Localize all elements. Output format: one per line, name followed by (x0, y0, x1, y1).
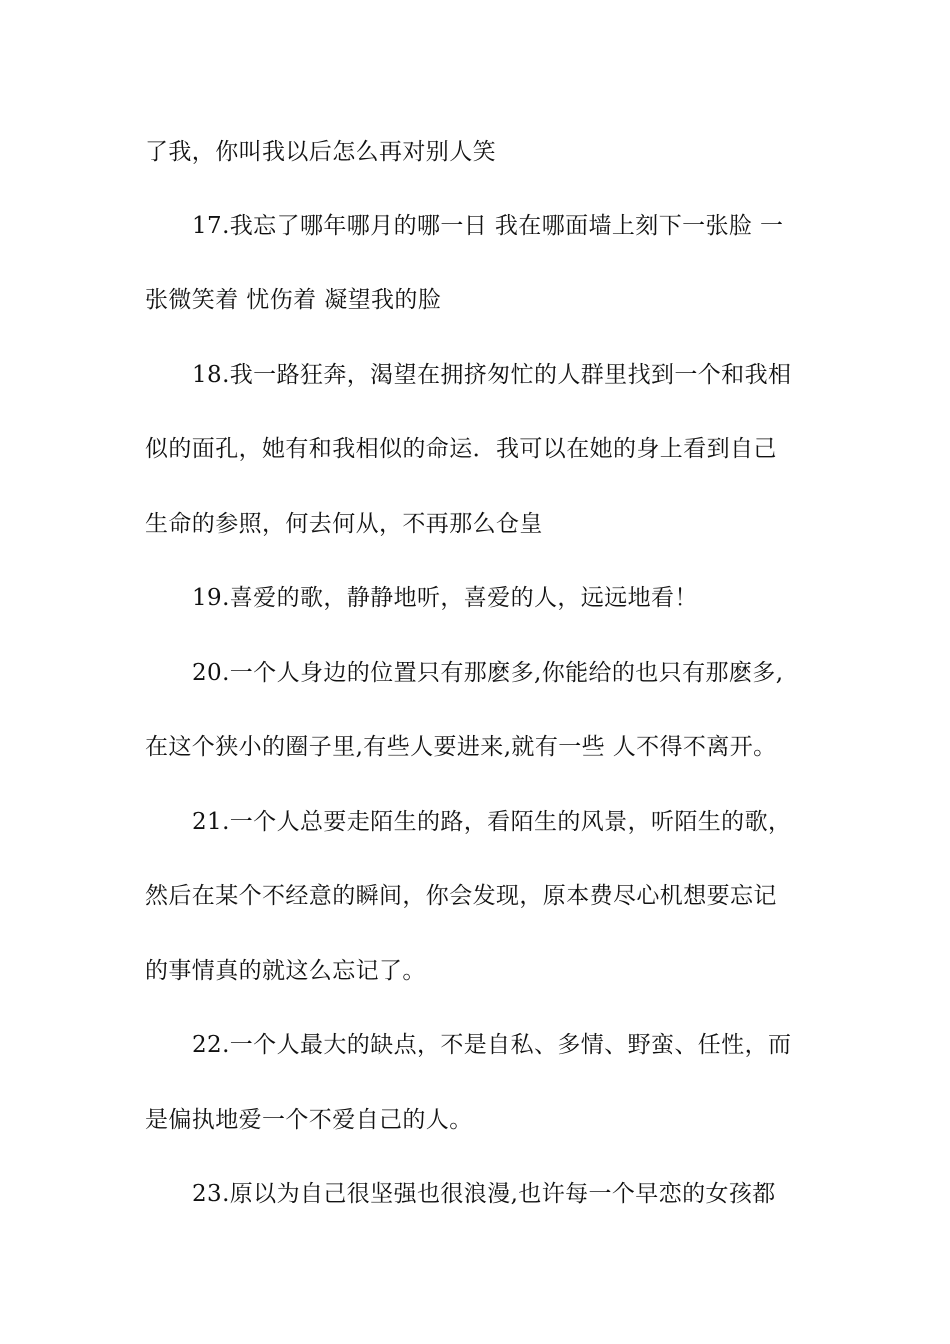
item-21-line-2: 然后在某个不经意的瞬间，你会发现，原本费尽心机想要忘记 (145, 883, 777, 909)
item-22-line-2: 是偏执地爱一个不爱自己的人。 (145, 1107, 473, 1133)
item-21-line-1: 21.一个人总要走陌生的路，看陌生的风景，听陌生的歌， (192, 809, 792, 835)
item-19-line-1: 19.喜爱的歌，静静地听，喜爱的人，远远地看！ (192, 585, 698, 611)
item-21-line-3: 的事情真的就这么忘记了。 (145, 958, 426, 984)
text-line-1: 了我，你叫我以后怎么再对别人笑 (145, 139, 496, 165)
item-17-line-2: 张微笑着 忧伤着 凝望我的脸 (145, 287, 442, 313)
item-20-line-2: 在这个狭小的圈子里,有些人要进来,就有一些 人不得不离开。 (145, 734, 777, 760)
item-18-line-1: 18.我一路狂奔，渴望在拥挤匆忙的人群里找到一个和我相 (192, 362, 792, 388)
item-22-line-1: 22.一个人最大的缺点，不是自私、多情、野蛮、任性，而 (192, 1032, 792, 1058)
item-18-line-3: 生命的参照，何去何从，不再那么仓皇 (145, 511, 543, 537)
item-18-line-2: 似的面孔，她有和我相似的命运．我可以在她的身上看到自己 (145, 436, 777, 462)
item-23-line-1: 23.原以为自己很坚强也很浪漫,也许每一个早恋的女孩都 (192, 1181, 776, 1207)
item-17-line-1: 17.我忘了哪年哪月的哪一日 我在哪面墙上刻下一张脸 一 (192, 213, 784, 239)
item-20-line-1: 20.一个人身边的位置只有那麽多,你能给的也只有那麽多, (192, 660, 784, 686)
